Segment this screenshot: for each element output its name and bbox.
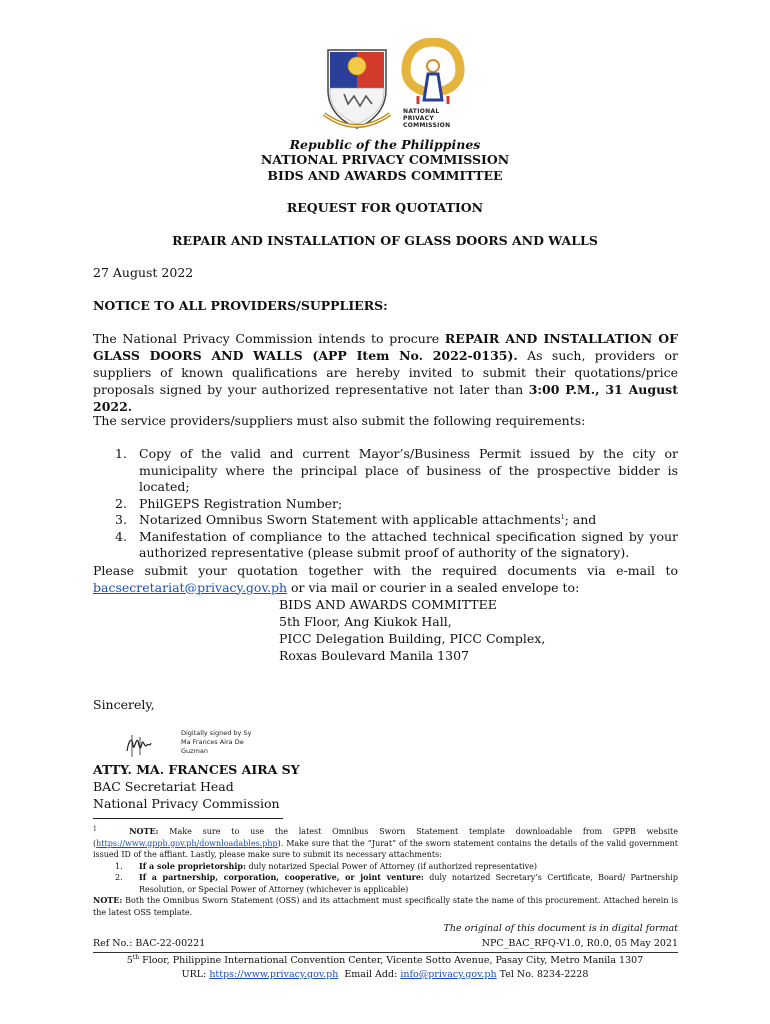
digital-format-note: The original of this document is in digital format [443, 923, 678, 934]
footnote-note2 [93, 895, 678, 918]
list-number: 2. [115, 495, 127, 511]
footnote [93, 826, 678, 918]
org-name: NATIONAL PRIVACY COMMISSION [260, 152, 510, 167]
footnote-text-2: ). Make sure that the “Jurat” of the sworn statement contains the details of the valid government issued ID of the affiant. Lastly, please make sure to submit its necessary attachments: [93, 838, 678, 859]
footnote-item-text: duly notarized Special Power of Attorney (if authorized representative) [245, 861, 538, 871]
footer-email-label: Email Add: [338, 969, 401, 980]
mailing-address [279, 596, 545, 664]
footer-contacts [0, 969, 770, 980]
address-line: BIDS AND AWARDS COMMITTEE [279, 597, 497, 612]
list-number: 4. [115, 528, 127, 544]
subject-line: REPAIR AND INSTALLATION OF GLASS DOORS AND WALLS [172, 233, 598, 248]
list-number: 1. [115, 446, 127, 461]
digital-sig-line: Guzman [181, 747, 209, 755]
closing: Sincerely, [93, 697, 155, 712]
list-item-text: PhilGEPS Registration Number; [139, 495, 343, 511]
republic-line: Republic of the Philippines [289, 137, 481, 152]
reference-number: Ref No.: BAC-22-00221 [93, 938, 206, 949]
address-line: 5th Floor, Ang Kiukok Hall, [279, 614, 452, 629]
footnote-marker: 1 [93, 825, 97, 833]
footnote-note-label: NOTE: [129, 826, 159, 836]
digital-signature-note [181, 729, 271, 756]
intro-paragraph [93, 330, 678, 415]
signer-office: National Privacy Commission [93, 796, 280, 811]
gppb-link[interactable]: https://www.gppb.gov.ph/downloadables.php [96, 838, 278, 848]
footer-divider [93, 952, 678, 953]
signer-block [93, 761, 300, 812]
footnote-divider [93, 818, 283, 819]
intro-deadline: 3:00 P.M., 31 August 2022. [93, 382, 678, 414]
committee-name: BIDS AND AWARDS COMMITTEE [267, 168, 503, 183]
npc-logo-line-3: COMMISSION [403, 122, 451, 129]
list-item-text: Manifestation of compliance to the attached technical specification signed by your authorized representative (please submit proof of authority of the signatory). [139, 528, 678, 560]
footnote-note2-label: NOTE: [93, 895, 123, 905]
footnote-note2-text: Both the Omnibus Sworn Statement (OSS) and its attachment must specifically state the name of this procurement. Attached herein is the latest OSS template. [93, 896, 678, 917]
list-item [115, 512, 678, 529]
digital-sig-line: Ma Frances Aira De [181, 738, 244, 746]
digital-sig-line: Digitally signed by Sy [181, 729, 252, 737]
footnote-list-item [93, 872, 678, 895]
intro-procurement-name: REPAIR AND INSTALLATION OF GLASS DOORS AND WALLS (APP Item No. 2022-0135). [93, 331, 678, 363]
footer-floor-suffix: th [132, 953, 140, 961]
npc-logo-text [403, 108, 450, 129]
footer-telephone: Tel No. 8234-2228 [496, 969, 589, 980]
list-item [115, 446, 678, 496]
list-item [115, 496, 678, 513]
notice-heading: NOTICE TO ALL PROVIDERS/SUPPLIERS: [93, 298, 388, 313]
bac-email-link[interactable]: bacsecretariat@privacy.gov.ph [93, 579, 288, 595]
intro-text-2: As such, providers or suppliers of known qualifications are hereby invited to submit their quotations/price proposals signed by your authorized representative not later than [93, 348, 678, 397]
signer-position: BAC Secretariat Head [93, 779, 234, 794]
npc-logo-line-1: NATIONAL [403, 108, 440, 115]
address-line: PICC Delegation Building, PICC Complex, [279, 631, 546, 646]
document-title: REQUEST FOR QUOTATION [286, 200, 484, 215]
footnote-list-item [93, 861, 678, 873]
footnote-ref[interactable]: 1 [560, 513, 565, 521]
list-item-text: Copy of the valid and current Mayor’s/Business Permit issued by the city or municipality where the principal place of business of the prospective bidder is located; [139, 446, 678, 494]
footer-url-label: URL: [181, 969, 210, 980]
footnote-item-label: If a partnership, corporation, cooperative, or joint venture: [139, 872, 424, 882]
submission-paragraph [93, 563, 678, 596]
footnote-item-number: 1. [115, 861, 123, 871]
intro-text-1: The National Privacy Commission intends to procure [93, 331, 445, 346]
list-number: 3. [115, 512, 127, 527]
template-version: NPC_BAC_RFQ-V1.0, R0.0, 05 May 2021 [481, 938, 678, 949]
signature-icon [124, 731, 154, 759]
list-item [115, 529, 678, 562]
website-link[interactable]: https://www.privacy.gov.ph [209, 969, 339, 980]
npc-logo-line-2: PRIVACY [403, 115, 434, 122]
footnote-item-number: 2. [115, 873, 123, 882]
list-item-text-end: ; and [564, 512, 597, 527]
info-email-link[interactable]: info@privacy.gov.ph [400, 969, 497, 980]
requirements-list [115, 446, 678, 562]
address-line: Roxas Boulevard Manila 1307 [279, 648, 469, 663]
list-item-text: Notarized Omnibus Sworn Statement with applicable attachments [139, 512, 561, 527]
footnote-item-text: duly notarized Secretary’s Certificate, Board/ Partnership Resolution, or Special Power of Attorney (whichever is applicable) [139, 873, 678, 894]
philippine-seal-icon [318, 44, 396, 130]
footer-floor: 5 [126, 955, 133, 966]
submission-text-2: or via mail or courier in a sealed envelope to: [287, 579, 580, 595]
signer-name: ATTY. MA. FRANCES AIRA SY [93, 762, 300, 777]
submission-text-1: Please submit your quotation together with the required documents via e-mail to [93, 563, 678, 578]
footer-address-text: Floor, Philippine International Convention Center, Vicente Sotto Avenue, Pasay City, Metro Manila 1307 [139, 955, 644, 966]
footer-address [0, 955, 770, 966]
requirements-intro: The service providers/suppliers must also submit the following requirements: [93, 413, 586, 428]
footnote-item-label: If a sole proprietorship: [139, 860, 246, 871]
footnote-text-1: Make sure to use the latest Omnibus Sworn Statement template downloadable from GPPB website ( [93, 827, 679, 848]
header-logos [318, 38, 468, 138]
footnote-main [93, 826, 678, 861]
document-date: 27 August 2022 [93, 265, 194, 280]
